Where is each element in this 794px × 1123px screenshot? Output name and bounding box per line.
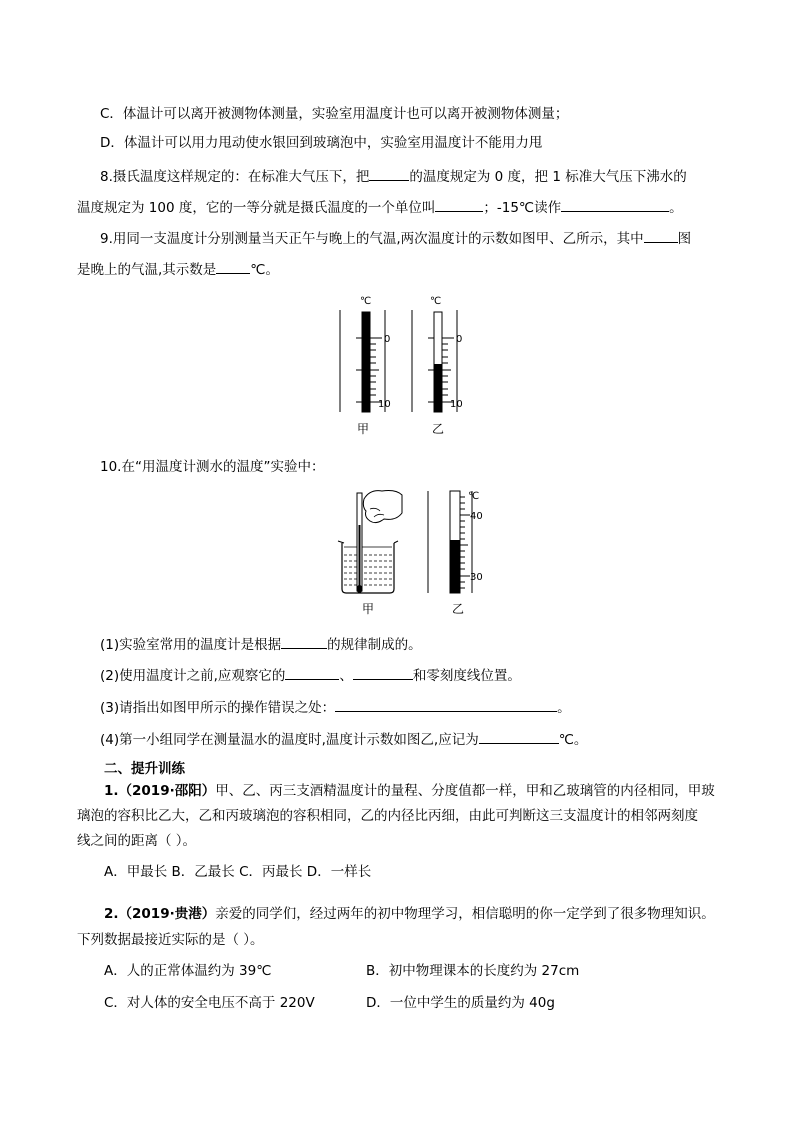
p1-line1: 1.（2019·邵阳）甲、乙、丙三支酒精温度计的量程、分度值都一样，甲和乙玻璃管的内径相同，甲玻 (104, 783, 715, 799)
q10-sub2: (2)使用温度计之前,应观察它的 、 和零刻度线位置。 (100, 665, 521, 685)
q10-liquid-column (450, 540, 460, 593)
q10-thermometer-yi (428, 491, 483, 616)
q10-figure (330, 485, 500, 620)
q9-blank-2[interactable] (216, 259, 250, 274)
yi-caption: 乙 (432, 422, 445, 436)
q9-line2: 是晚上的气温,其示数是 ℃。 (77, 259, 279, 279)
yi-liquid-column (434, 364, 442, 412)
p2-option-c: C．对人体的安全电压不高于 220V (104, 995, 315, 1011)
q10-caption-yi: 乙 (452, 602, 465, 616)
jia-caption: 甲 (357, 422, 370, 436)
q8-blank-1[interactable] (369, 166, 409, 181)
q10-blank-3[interactable] (353, 665, 413, 680)
q10-label-40: 40 (470, 511, 483, 522)
q9-blank-1[interactable] (644, 228, 678, 243)
thermometer-jia (340, 296, 391, 436)
q8-blank-2[interactable] (435, 197, 483, 212)
q10-label-30: 30 (470, 572, 483, 583)
q7-option-c: C．体温计可以离开被测物体测量，实验室用温度计也可以离开被测物体测量； (100, 106, 569, 122)
q9-line1: 9.用同一支温度计分别测量当天正午与晚上的气温,两次温度计的示数如图甲、乙所示，其中 图 (100, 228, 691, 248)
q7-option-d: D．体温计可以用力甩动使水银回到玻璃泡中，实验室用温度计不能用力甩 (100, 135, 543, 151)
q8-line2: 温度规定为 100 度，它的一等分就是摄氏温度的一个单位叫 ；-15℃读作 。 (77, 197, 683, 217)
beaker-with-thermometer (338, 491, 402, 617)
p2-option-b: B．初中物理课本的长度约为 27cm (366, 963, 580, 979)
thermometer-yi (412, 296, 463, 436)
jia-label-0: 0 (384, 334, 391, 345)
q8-line1: 8.摄氏温度这样规定的：在标准大气压下，把 的温度规定为 0 度，把 1 标准大气压下沸水的 (100, 166, 687, 186)
q10-unit-label: ℃ (468, 491, 480, 502)
yi-label-0: 0 (456, 334, 463, 345)
p2-line2: 下列数据最接近实际的是（ ）。 (77, 932, 264, 948)
jia-liquid-column (362, 312, 370, 412)
q10-blank-5[interactable] (479, 729, 559, 744)
q10-sub1: (1)实验室常用的温度计是根据 的规律制成的。 (100, 634, 422, 654)
q10-sub4: (4)第一小组同学在测量温水的温度时,温度计示数如图乙,应记为 ℃。 (100, 729, 587, 749)
q10-sub3: (3)请指出如图甲所示的操作错误之处： 。 (100, 697, 571, 717)
yi-unit-label: ℃ (430, 296, 442, 307)
jia-unit-label: ℃ (360, 296, 372, 307)
p1-line2: 璃泡的容积比乙大，乙和丙玻璃泡的容积相同，乙的内径比丙细，由此可判断这三支温度计的相邻两刻度 (77, 808, 698, 824)
section2-heading: 二、提升训练 (104, 761, 185, 777)
p2-option-a: A．人的正常体温约为 39℃ (104, 963, 272, 979)
p1-line3: 线之间的距离（ ）。 (77, 833, 197, 849)
p2-option-d: D．一位中学生的质量约为 40g (366, 995, 555, 1011)
yi-label-10: 10 (450, 399, 463, 410)
q10-blank-1[interactable] (281, 634, 327, 649)
q9-thermometer-figure (330, 290, 470, 440)
q10-blank-4[interactable] (335, 697, 557, 712)
q10-stem: 10.在“用温度计测水的温度”实验中： (100, 459, 325, 475)
jia-label-10: 10 (378, 399, 391, 410)
p1-options: A．甲最长 B．乙最长 C．丙最长 D．一样长 (104, 864, 372, 880)
q10-blank-2[interactable] (285, 665, 339, 680)
q8-blank-3[interactable] (561, 197, 669, 212)
q10-caption-jia: 甲 (362, 602, 375, 616)
p2-line1: 2.（2019·贵港）亲爱的同学们，经过两年的初中物理学习，相信聪明的你一定学到了很多物理知识。 (104, 906, 715, 922)
